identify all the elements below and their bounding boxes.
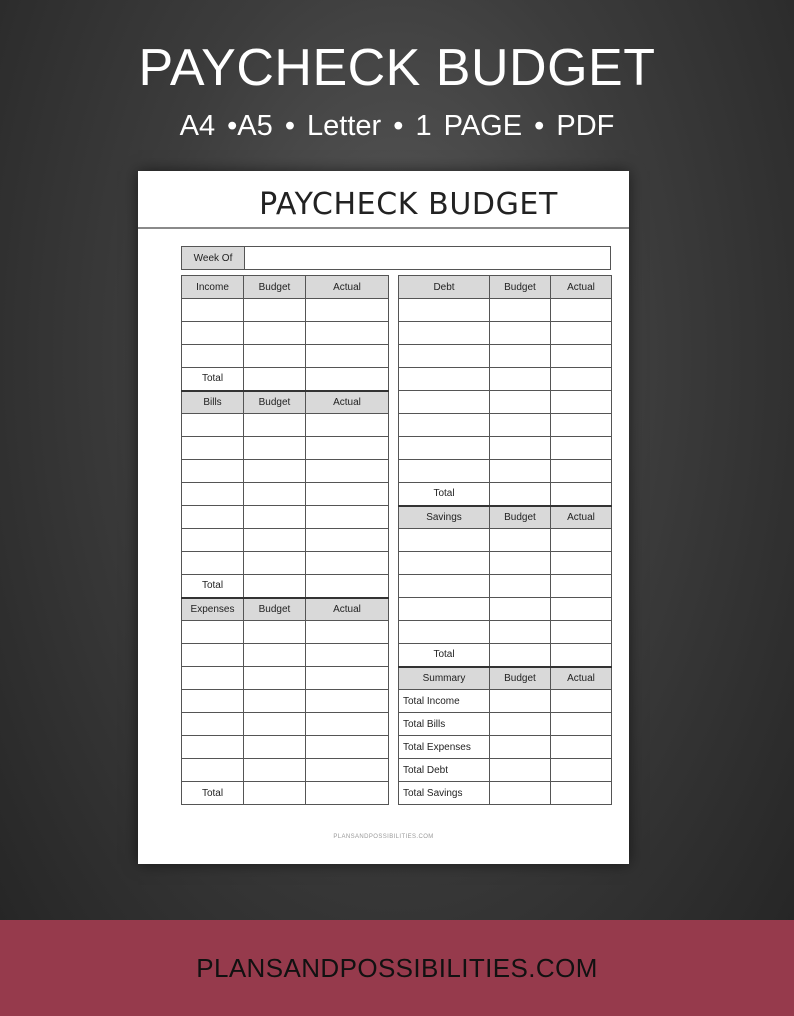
bills-budget-header: Budget	[244, 391, 306, 414]
bills-row	[182, 529, 389, 552]
summary-row	[399, 736, 612, 759]
debt-header-row	[399, 276, 612, 299]
income-header-cell: Income	[182, 276, 244, 299]
savings-header-cell: Savings	[399, 506, 490, 529]
hero-subtitle: A4 •A5 • Letter • 1 PAGE • PDF	[179, 110, 615, 142]
income-actual-header: Actual	[306, 276, 389, 299]
bills-row	[182, 506, 389, 529]
sheet-title: PAYCHECK BUDGET	[259, 187, 558, 222]
savings-row	[399, 529, 612, 552]
debt-total-label: Total	[399, 483, 490, 506]
summary-row	[399, 782, 612, 805]
debt-row	[399, 368, 612, 391]
bills-row	[182, 460, 389, 483]
bills-row	[182, 414, 389, 437]
week-of-row	[181, 246, 611, 270]
expenses-actual-header: Actual	[306, 598, 389, 621]
summary-row-label: Total Expenses	[399, 736, 490, 759]
debt-row	[399, 460, 612, 483]
bills-header-row	[182, 391, 389, 414]
bills-total-label: Total	[182, 575, 244, 598]
summary-row-label: Total Income	[399, 690, 490, 713]
left-budget-table	[181, 275, 389, 805]
expenses-header-cell: Expenses	[182, 598, 244, 621]
sheet-footer: PLANSANDPOSSIBILITIES.COM	[333, 834, 434, 840]
debt-row	[399, 391, 612, 414]
bills-header-cell: Bills	[182, 391, 244, 414]
savings-row	[399, 621, 612, 644]
savings-actual-header: Actual	[551, 506, 612, 529]
debt-row	[399, 299, 612, 322]
expenses-total-label: Total	[182, 782, 244, 805]
summary-budget-header: Budget	[490, 667, 551, 690]
expenses-header-row	[182, 598, 389, 621]
bills-row	[182, 483, 389, 506]
income-row	[182, 322, 389, 345]
debt-row	[399, 414, 612, 437]
debt-actual-header: Actual	[551, 276, 612, 299]
expenses-row	[182, 690, 389, 713]
bottom-banner	[0, 920, 794, 1016]
week-of-label: Week Of	[182, 247, 245, 269]
savings-header-row	[399, 506, 612, 529]
debt-total-row	[399, 483, 612, 506]
expenses-row	[182, 667, 389, 690]
banner-website: PLANSANDPOSSIBILITIES.COM	[196, 953, 598, 983]
title-divider	[138, 227, 629, 229]
summary-header-cell: Summary	[399, 667, 490, 690]
debt-budget-header: Budget	[490, 276, 551, 299]
summary-row	[399, 759, 612, 782]
debt-row	[399, 322, 612, 345]
savings-row	[399, 552, 612, 575]
summary-row-label: Total Bills	[399, 713, 490, 736]
expenses-row	[182, 713, 389, 736]
savings-total-row	[399, 644, 612, 667]
debt-row	[399, 345, 612, 368]
expenses-row	[182, 644, 389, 667]
debt-header-cell: Debt	[399, 276, 490, 299]
income-row	[182, 345, 389, 368]
summary-row-label: Total Debt	[399, 759, 490, 782]
savings-row	[399, 575, 612, 598]
hero-title: PAYCHECK BUDGET	[138, 39, 656, 97]
bills-actual-header: Actual	[306, 391, 389, 414]
bills-row	[182, 552, 389, 575]
summary-row-label: Total Savings	[399, 782, 490, 805]
right-budget-table	[398, 275, 612, 805]
savings-total-label: Total	[399, 644, 490, 667]
bills-row	[182, 437, 389, 460]
income-header-row	[182, 276, 389, 299]
savings-row	[399, 598, 612, 621]
summary-header-row	[399, 667, 612, 690]
income-total-label: Total	[182, 368, 244, 391]
expenses-total-row	[182, 782, 389, 805]
debt-row	[399, 437, 612, 460]
income-budget-header: Budget	[244, 276, 306, 299]
summary-row	[399, 713, 612, 736]
expenses-row	[182, 621, 389, 644]
summary-actual-header: Actual	[551, 667, 612, 690]
expenses-row	[182, 759, 389, 782]
budget-sheet-preview	[138, 171, 629, 864]
income-row	[182, 299, 389, 322]
income-total-row	[182, 368, 389, 391]
week-of-field	[245, 247, 610, 269]
bills-total-row	[182, 575, 389, 598]
savings-budget-header: Budget	[490, 506, 551, 529]
expenses-row	[182, 736, 389, 759]
summary-row	[399, 690, 612, 713]
expenses-budget-header: Budget	[244, 598, 306, 621]
